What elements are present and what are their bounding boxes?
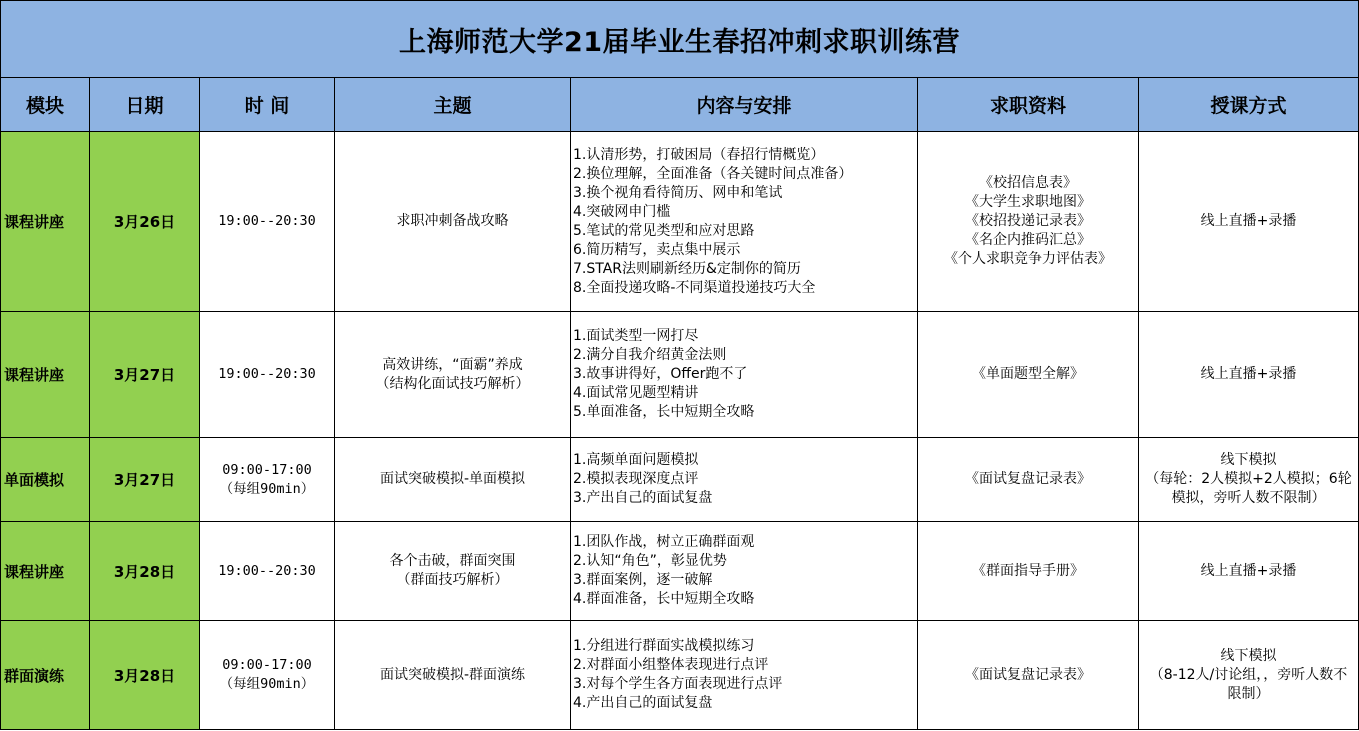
time-cell [200, 132, 335, 312]
module-cell: 单面模拟 [1, 438, 90, 522]
content-item: 3.群面案例，逐一破解 [573, 572, 713, 588]
date-cell: 3月27日 [90, 438, 200, 522]
mode-cell [1139, 132, 1359, 312]
header-topic: 主题 [335, 78, 571, 132]
topic-line: （群面技巧解析） [396, 572, 509, 588]
table-row [1, 312, 1359, 438]
mode-line: 线上直播+录播 [1200, 366, 1297, 382]
topic-line: 各个击破，群面突围 [389, 553, 516, 569]
materials-cell [918, 522, 1139, 621]
content-item: 1.面试类型一网打尽 [573, 328, 699, 344]
table-row [1, 522, 1359, 621]
mode-line: 线下模拟 [1220, 647, 1277, 664]
topic-cell [335, 522, 571, 621]
date-cell: 3月28日 [90, 522, 200, 621]
content-item: 6.简历精写，卖点集中展示 [573, 241, 741, 258]
header-materials: 求职资料 [918, 78, 1139, 132]
content-item: 5.笔试的常见类型和应对思路 [573, 222, 755, 239]
topic-line: 求职冲刺备战攻略 [396, 213, 509, 229]
content-item: 4.产出自己的面试复盘 [573, 695, 713, 711]
content-item: 3.换个视角看待简历、网申和笔试 [573, 184, 783, 201]
time-line: （每组90min） [219, 676, 315, 692]
material-item: 《面试复盘记录表》 [965, 666, 1091, 683]
content-item: 8.全面投递攻略-不同渠道投递技巧大全 [573, 279, 816, 296]
materials-cell [918, 132, 1139, 312]
time-line: 19:00--20:30 [218, 213, 316, 229]
time-line: 19:00--20:30 [218, 562, 316, 579]
mode-cell [1139, 438, 1359, 522]
content-item: 4.面试常见题型精讲 [573, 385, 699, 401]
content-item: 2.认知“角色”，彰显优势 [573, 553, 727, 569]
mode-cell [1139, 522, 1359, 621]
topic-cell [335, 132, 571, 312]
topic-line: 面试突破模拟-群面演练 [379, 666, 526, 683]
topic-line: （结构化面试技巧解析） [375, 375, 530, 392]
content-item: 2.换位理解，全面准备（各关键时间点准备） [573, 165, 853, 182]
topic-cell [335, 312, 571, 438]
materials-cell [918, 312, 1139, 438]
mode-line: （8-12人/讨论组，，旁听人数不限制） [1149, 666, 1348, 702]
mode-line: 线上直播+录播 [1200, 213, 1297, 229]
module-cell: 群面演练 [1, 621, 90, 730]
material-item: 《校招信息表》 [979, 175, 1077, 191]
table-row [1, 621, 1359, 730]
topic-cell [335, 438, 571, 522]
material-item: 《大学生求职地图》 [965, 194, 1091, 210]
content-item: 4.群面准备，长中短期全攻略 [573, 591, 755, 607]
content-cell [571, 438, 918, 522]
time-cell [200, 438, 335, 522]
date-cell: 3月27日 [90, 312, 200, 438]
content-item: 1.团队作战，树立正确群面观 [573, 534, 755, 550]
content-item: 4.突破网申门槛 [573, 203, 671, 220]
page-title: 上海师范大学21届毕业生春招冲刺求职训练营 [1, 1, 1359, 78]
material-item: 《名企内推码汇总》 [965, 232, 1091, 248]
date-cell: 3月28日 [90, 621, 200, 730]
content-item: 2.满分自我介绍黄金法则 [573, 347, 727, 363]
header-module: 模块 [1, 78, 90, 132]
time-line: （每组90min） [219, 480, 315, 497]
table-row [1, 438, 1359, 522]
mode-cell [1139, 312, 1359, 438]
material-item: 《群面指导手册》 [972, 562, 1084, 579]
content-item: 2.对群面小组整体表现进行点评 [573, 657, 769, 673]
time-line: 19:00--20:30 [218, 366, 316, 382]
content-item: 1.认清形势，打破困局（春招行情概览） [573, 146, 825, 163]
header-mode: 授课方式 [1139, 78, 1359, 132]
content-item: 3.对每个学生各方面表现进行点评 [573, 676, 783, 692]
material-item: 《面试复盘记录表》 [965, 471, 1091, 487]
mode-line: （每轮：2人模拟+2人模拟；6轮模拟，旁听人数不限制） [1145, 471, 1352, 506]
materials-cell [918, 438, 1139, 522]
time-line: 09:00-17:00 [222, 657, 312, 673]
topic-line: 面试突破模拟-单面模拟 [379, 471, 526, 487]
content-cell [571, 132, 918, 312]
header-content: 内容与安排 [571, 78, 918, 132]
material-item: 《单面题型全解》 [972, 366, 1084, 382]
content-item: 5.单面准备，长中短期全攻略 [573, 404, 755, 420]
time-line: 09:00-17:00 [222, 461, 312, 478]
content-cell [571, 621, 918, 730]
topic-line: 高效讲练，“面霸”养成 [382, 356, 523, 373]
time-cell [200, 312, 335, 438]
module-cell: 课程讲座 [1, 312, 90, 438]
module-cell: 课程讲座 [1, 132, 90, 312]
material-item: 《个人求职竞争力评估表》 [944, 251, 1112, 267]
material-item: 《校招投递记录表》 [965, 213, 1091, 229]
header-date: 日期 [90, 78, 200, 132]
content-cell [571, 522, 918, 621]
content-item: 3.故事讲得好，Offer跑不了 [573, 366, 748, 382]
date-cell: 3月26日 [90, 132, 200, 312]
content-item: 1.分组进行群面实战模拟练习 [573, 638, 755, 654]
table-row [1, 132, 1359, 312]
content-item: 2.模拟表现深度点评 [573, 471, 699, 487]
content-item: 1.高频单面问题模拟 [573, 452, 699, 468]
time-cell [200, 621, 335, 730]
content-item: 3.产出自己的面试复盘 [573, 490, 713, 506]
mode-cell [1139, 621, 1359, 730]
content-cell [571, 312, 918, 438]
header-time: 时 间 [200, 78, 335, 132]
topic-cell [335, 621, 571, 730]
content-item: 7.STAR法则刷新经历&定制你的简历 [573, 260, 801, 277]
mode-line: 线下模拟 [1220, 452, 1277, 468]
module-cell: 课程讲座 [1, 522, 90, 621]
mode-line: 线上直播+录播 [1200, 562, 1297, 579]
materials-cell [918, 621, 1139, 730]
time-cell [200, 522, 335, 621]
